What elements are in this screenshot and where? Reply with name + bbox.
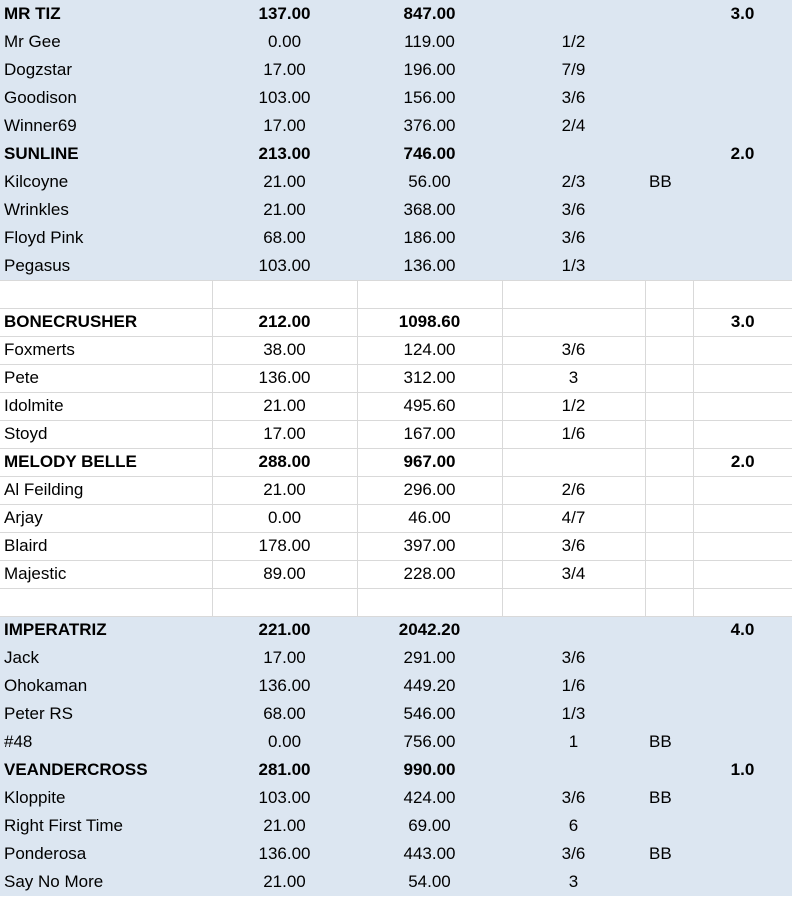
col-a-cell[interactable]: 17.00 xyxy=(212,420,357,448)
name-cell[interactable]: Floyd Pink xyxy=(0,224,212,252)
col-c-cell[interactable]: 3/6 xyxy=(502,840,645,868)
col-c-cell[interactable] xyxy=(502,756,645,784)
col-d-cell[interactable] xyxy=(645,364,693,392)
name-cell[interactable]: SUNLINE xyxy=(0,140,212,168)
col-a-cell[interactable]: 21.00 xyxy=(212,392,357,420)
col-e-cell[interactable] xyxy=(693,504,792,532)
col-a-cell[interactable]: 0.00 xyxy=(212,28,357,56)
name-cell[interactable]: Idolmite xyxy=(0,392,212,420)
col-b-cell[interactable]: 136.00 xyxy=(357,252,502,280)
col-e-cell[interactable] xyxy=(693,28,792,56)
name-cell[interactable]: Right First Time xyxy=(0,812,212,840)
name-cell[interactable]: Ponderosa xyxy=(0,840,212,868)
col-e-cell[interactable] xyxy=(693,532,792,560)
col-e-cell[interactable] xyxy=(693,812,792,840)
col-b-cell[interactable]: 296.00 xyxy=(357,476,502,504)
col-e-cell[interactable] xyxy=(693,644,792,672)
spacer-row xyxy=(0,588,792,616)
name-cell[interactable] xyxy=(0,280,212,308)
col-e-cell[interactable] xyxy=(693,224,792,252)
col-d-cell[interactable] xyxy=(645,28,693,56)
col-d-cell[interactable] xyxy=(645,280,693,308)
player-row xyxy=(0,728,792,756)
player-row xyxy=(0,868,792,896)
col-c-cell[interactable]: 1/6 xyxy=(502,420,645,448)
col-a-cell[interactable]: 17.00 xyxy=(212,112,357,140)
col-a-cell[interactable]: 21.00 xyxy=(212,168,357,196)
col-c-cell[interactable]: 3/6 xyxy=(502,224,645,252)
col-e-cell[interactable] xyxy=(693,700,792,728)
col-e-cell[interactable] xyxy=(693,84,792,112)
col-d-cell[interactable] xyxy=(645,812,693,840)
col-c-cell[interactable] xyxy=(502,280,645,308)
col-a-cell[interactable]: 0.00 xyxy=(212,728,357,756)
col-e-cell[interactable] xyxy=(693,56,792,84)
player-row xyxy=(0,560,792,588)
team-row xyxy=(0,0,792,28)
col-d-cell[interactable] xyxy=(645,476,693,504)
col-b-cell[interactable]: 967.00 xyxy=(357,448,502,476)
col-a-cell[interactable]: 281.00 xyxy=(212,756,357,784)
col-b-cell[interactable]: 495.60 xyxy=(357,392,502,420)
col-d-cell[interactable] xyxy=(645,84,693,112)
name-cell[interactable]: Foxmerts xyxy=(0,336,212,364)
col-d-cell[interactable] xyxy=(645,644,693,672)
col-b-cell[interactable]: 119.00 xyxy=(357,28,502,56)
col-e-cell[interactable] xyxy=(693,476,792,504)
col-c-cell[interactable]: 1/3 xyxy=(502,700,645,728)
col-d-cell[interactable] xyxy=(645,420,693,448)
col-d-cell[interactable] xyxy=(645,560,693,588)
col-c-cell[interactable]: 3/6 xyxy=(502,84,645,112)
col-a-cell[interactable]: 89.00 xyxy=(212,560,357,588)
col-a-cell[interactable]: 103.00 xyxy=(212,84,357,112)
col-d-cell[interactable]: BB xyxy=(645,840,693,868)
player-row xyxy=(0,56,792,84)
name-cell[interactable]: Wrinkles xyxy=(0,196,212,224)
col-d-cell[interactable] xyxy=(645,672,693,700)
name-cell[interactable]: Jack xyxy=(0,644,212,672)
col-c-cell[interactable]: 3 xyxy=(502,868,645,896)
col-e-cell[interactable]: 3.0 xyxy=(693,308,792,336)
col-b-cell[interactable]: 167.00 xyxy=(357,420,502,448)
player-row xyxy=(0,700,792,728)
col-e-cell[interactable] xyxy=(693,252,792,280)
player-row xyxy=(0,672,792,700)
col-b-cell[interactable]: 368.00 xyxy=(357,196,502,224)
col-a-cell[interactable]: 21.00 xyxy=(212,812,357,840)
col-c-cell[interactable]: 1 xyxy=(502,728,645,756)
player-row xyxy=(0,840,792,868)
col-d-cell[interactable] xyxy=(645,56,693,84)
player-row xyxy=(0,392,792,420)
name-cell[interactable]: Majestic xyxy=(0,560,212,588)
name-cell[interactable]: BONECRUSHER xyxy=(0,308,212,336)
col-d-cell[interactable] xyxy=(645,504,693,532)
col-d-cell[interactable] xyxy=(645,336,693,364)
col-e-cell[interactable] xyxy=(693,336,792,364)
col-b-cell[interactable]: 56.00 xyxy=(357,168,502,196)
col-e-cell[interactable] xyxy=(693,560,792,588)
col-b-cell[interactable]: 69.00 xyxy=(357,812,502,840)
col-b-cell[interactable]: 196.00 xyxy=(357,56,502,84)
player-row xyxy=(0,420,792,448)
col-c-cell[interactable]: 3/6 xyxy=(502,196,645,224)
col-d-cell[interactable]: BB xyxy=(645,168,693,196)
player-row xyxy=(0,784,792,812)
col-a-cell[interactable]: 103.00 xyxy=(212,784,357,812)
col-d-cell[interactable] xyxy=(645,224,693,252)
col-c-cell[interactable]: 2/4 xyxy=(502,112,645,140)
col-a-cell[interactable]: 137.00 xyxy=(212,0,357,28)
col-c-cell[interactable]: 3/6 xyxy=(502,532,645,560)
player-row xyxy=(0,84,792,112)
player-row xyxy=(0,252,792,280)
col-a-cell[interactable]: 21.00 xyxy=(212,196,357,224)
player-row xyxy=(0,168,792,196)
col-b-cell[interactable]: 397.00 xyxy=(357,532,502,560)
col-c-cell[interactable]: 2/6 xyxy=(502,476,645,504)
name-cell[interactable]: Goodison xyxy=(0,84,212,112)
name-cell[interactable]: Al Feilding xyxy=(0,476,212,504)
col-b-cell[interactable]: 291.00 xyxy=(357,644,502,672)
col-c-cell[interactable]: 3/6 xyxy=(502,784,645,812)
col-a-cell[interactable]: 136.00 xyxy=(212,364,357,392)
col-b-cell[interactable]: 1098.60 xyxy=(357,308,502,336)
col-d-cell[interactable]: BB xyxy=(645,728,693,756)
col-c-cell[interactable] xyxy=(502,448,645,476)
col-a-cell[interactable]: 136.00 xyxy=(212,840,357,868)
col-b-cell[interactable]: 2042.20 xyxy=(357,616,502,644)
name-cell[interactable]: IMPERATRIZ xyxy=(0,616,212,644)
col-e-cell[interactable] xyxy=(693,420,792,448)
name-cell[interactable]: Ohokaman xyxy=(0,672,212,700)
col-b-cell[interactable]: 443.00 xyxy=(357,840,502,868)
col-d-cell[interactable] xyxy=(645,616,693,644)
col-b-cell[interactable] xyxy=(357,280,502,308)
name-cell[interactable]: Mr Gee xyxy=(0,28,212,56)
name-cell[interactable]: Say No More xyxy=(0,868,212,896)
col-d-cell[interactable] xyxy=(645,448,693,476)
col-b-cell[interactable]: 756.00 xyxy=(357,728,502,756)
col-b-cell[interactable]: 54.00 xyxy=(357,868,502,896)
player-row xyxy=(0,112,792,140)
col-e-cell[interactable] xyxy=(693,868,792,896)
col-b-cell[interactable]: 312.00 xyxy=(357,364,502,392)
col-b-cell[interactable]: 546.00 xyxy=(357,700,502,728)
col-e-cell[interactable]: 1.0 xyxy=(693,756,792,784)
col-e-cell[interactable] xyxy=(693,196,792,224)
col-a-cell[interactable] xyxy=(212,280,357,308)
col-b-cell[interactable]: 156.00 xyxy=(357,84,502,112)
col-e-cell[interactable] xyxy=(693,672,792,700)
name-cell[interactable]: Kilcoyne xyxy=(0,168,212,196)
name-cell[interactable]: MR TIZ xyxy=(0,0,212,28)
col-c-cell[interactable]: 3/4 xyxy=(502,560,645,588)
col-a-cell[interactable]: 221.00 xyxy=(212,616,357,644)
name-cell[interactable]: Dogzstar xyxy=(0,56,212,84)
name-cell[interactable]: Pete xyxy=(0,364,212,392)
col-a-cell[interactable]: 68.00 xyxy=(212,224,357,252)
col-c-cell[interactable]: 6 xyxy=(502,812,645,840)
col-d-cell[interactable] xyxy=(645,588,693,616)
player-row xyxy=(0,532,792,560)
col-a-cell[interactable] xyxy=(212,588,357,616)
col-b-cell[interactable]: 847.00 xyxy=(357,0,502,28)
col-d-cell[interactable] xyxy=(645,308,693,336)
col-e-cell[interactable] xyxy=(693,588,792,616)
player-row xyxy=(0,336,792,364)
col-b-cell[interactable]: 746.00 xyxy=(357,140,502,168)
col-d-cell[interactable] xyxy=(645,700,693,728)
player-row xyxy=(0,196,792,224)
player-row xyxy=(0,644,792,672)
col-b-cell[interactable]: 449.20 xyxy=(357,672,502,700)
team-row xyxy=(0,448,792,476)
col-b-cell[interactable]: 376.00 xyxy=(357,112,502,140)
col-a-cell[interactable]: 68.00 xyxy=(212,700,357,728)
team-row xyxy=(0,140,792,168)
col-c-cell[interactable] xyxy=(502,0,645,28)
col-c-cell[interactable]: 3/6 xyxy=(502,644,645,672)
col-b-cell[interactable]: 424.00 xyxy=(357,784,502,812)
col-a-cell[interactable]: 103.00 xyxy=(212,252,357,280)
col-d-cell[interactable] xyxy=(645,868,693,896)
name-cell[interactable]: #48 xyxy=(0,728,212,756)
col-c-cell[interactable]: 1/2 xyxy=(502,28,645,56)
col-a-cell[interactable]: 136.00 xyxy=(212,672,357,700)
name-cell[interactable]: Pegasus xyxy=(0,252,212,280)
name-cell[interactable]: Blaird xyxy=(0,532,212,560)
col-e-cell[interactable]: 2.0 xyxy=(693,448,792,476)
name-cell[interactable]: Arjay xyxy=(0,504,212,532)
col-b-cell[interactable]: 990.00 xyxy=(357,756,502,784)
col-c-cell[interactable]: 1/2 xyxy=(502,392,645,420)
col-b-cell[interactable]: 124.00 xyxy=(357,336,502,364)
col-a-cell[interactable]: 38.00 xyxy=(212,336,357,364)
col-a-cell[interactable]: 213.00 xyxy=(212,140,357,168)
col-e-cell[interactable] xyxy=(693,784,792,812)
spacer-row xyxy=(0,280,792,308)
col-e-cell[interactable] xyxy=(693,112,792,140)
col-e-cell[interactable] xyxy=(693,168,792,196)
col-a-cell[interactable]: 21.00 xyxy=(212,476,357,504)
player-row xyxy=(0,476,792,504)
player-row xyxy=(0,812,792,840)
col-b-cell[interactable] xyxy=(357,588,502,616)
team-row xyxy=(0,616,792,644)
team-row xyxy=(0,756,792,784)
col-d-cell[interactable] xyxy=(645,252,693,280)
team-row xyxy=(0,308,792,336)
col-a-cell[interactable]: 17.00 xyxy=(212,56,357,84)
col-e-cell[interactable] xyxy=(693,728,792,756)
col-c-cell[interactable]: 3 xyxy=(502,364,645,392)
col-d-cell[interactable] xyxy=(645,196,693,224)
col-d-cell[interactable] xyxy=(645,140,693,168)
col-c-cell[interactable]: 1/3 xyxy=(502,252,645,280)
col-c-cell[interactable] xyxy=(502,616,645,644)
col-a-cell[interactable]: 212.00 xyxy=(212,308,357,336)
col-e-cell[interactable] xyxy=(693,392,792,420)
col-a-cell[interactable]: 0.00 xyxy=(212,504,357,532)
player-row xyxy=(0,504,792,532)
col-e-cell[interactable]: 4.0 xyxy=(693,616,792,644)
player-row xyxy=(0,364,792,392)
col-c-cell[interactable]: 7/9 xyxy=(502,56,645,84)
col-c-cell[interactable] xyxy=(502,308,645,336)
col-a-cell[interactable]: 178.00 xyxy=(212,532,357,560)
col-c-cell[interactable]: 2/3 xyxy=(502,168,645,196)
col-c-cell[interactable]: 3/6 xyxy=(502,336,645,364)
name-cell[interactable]: Winner69 xyxy=(0,112,212,140)
col-d-cell[interactable] xyxy=(645,532,693,560)
player-row xyxy=(0,224,792,252)
col-c-cell[interactable] xyxy=(502,140,645,168)
col-c-cell[interactable]: 4/7 xyxy=(502,504,645,532)
col-b-cell[interactable]: 228.00 xyxy=(357,560,502,588)
col-b-cell[interactable]: 46.00 xyxy=(357,504,502,532)
name-cell[interactable]: Peter RS xyxy=(0,700,212,728)
col-d-cell[interactable] xyxy=(645,112,693,140)
col-e-cell[interactable]: 3.0 xyxy=(693,0,792,28)
col-d-cell[interactable] xyxy=(645,392,693,420)
name-cell[interactable] xyxy=(0,588,212,616)
name-cell[interactable]: Kloppite xyxy=(0,784,212,812)
name-cell[interactable]: MELODY BELLE xyxy=(0,448,212,476)
col-d-cell[interactable]: BB xyxy=(645,784,693,812)
col-c-cell[interactable] xyxy=(502,588,645,616)
name-cell[interactable]: VEANDERCROSS xyxy=(0,756,212,784)
col-c-cell[interactable]: 1/6 xyxy=(502,672,645,700)
player-row xyxy=(0,28,792,56)
col-d-cell[interactable] xyxy=(645,0,693,28)
col-a-cell[interactable]: 288.00 xyxy=(212,448,357,476)
col-e-cell[interactable] xyxy=(693,364,792,392)
col-e-cell[interactable]: 2.0 xyxy=(693,140,792,168)
col-d-cell[interactable] xyxy=(645,756,693,784)
col-e-cell[interactable] xyxy=(693,840,792,868)
name-cell[interactable]: Stoyd xyxy=(0,420,212,448)
col-b-cell[interactable]: 186.00 xyxy=(357,224,502,252)
col-e-cell[interactable] xyxy=(693,280,792,308)
col-a-cell[interactable]: 21.00 xyxy=(212,868,357,896)
col-a-cell[interactable]: 17.00 xyxy=(212,644,357,672)
